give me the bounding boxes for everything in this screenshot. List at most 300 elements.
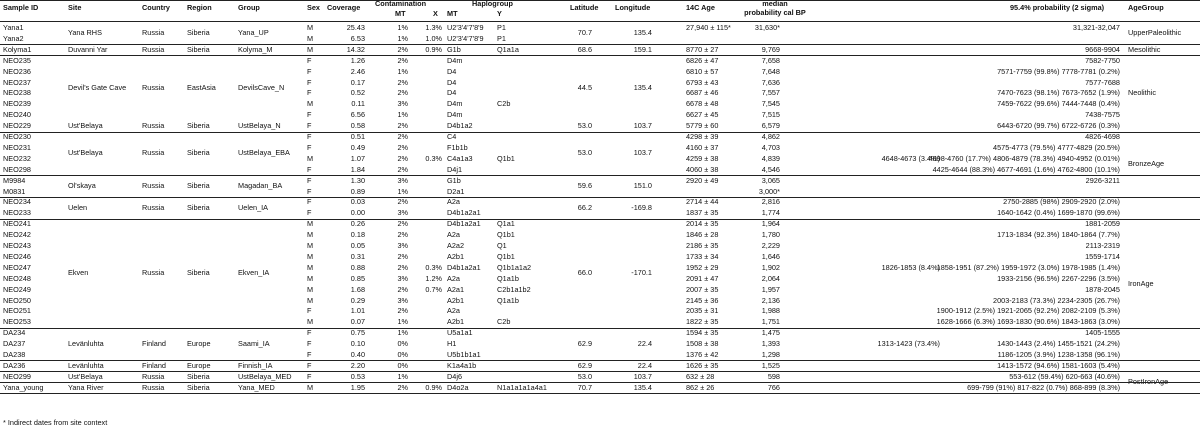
- coverage-cell: 0.10: [350, 339, 365, 349]
- prob-range-cell: 1628-1666 (6.3%) 1693-1830 (90.6%) 1843-1863 (3.0%): [936, 317, 1120, 327]
- contamination-mt-cell: 3%: [397, 241, 408, 250]
- country-cell: Russia: [142, 382, 165, 392]
- sample-id-cell: NEO248: [3, 273, 31, 283]
- 14c-age-cell: 1822 ± 35: [686, 317, 719, 327]
- table-row: [0, 219, 1200, 229]
- coverage-cell: 6.53: [350, 33, 365, 43]
- agegroup-cell: UpperPaleolithic: [1128, 28, 1182, 38]
- haplogroup-mt-cell: K1a4a1b: [447, 360, 477, 370]
- sample-id-cell: NEO251: [3, 306, 31, 316]
- sex-cell: M: [307, 33, 314, 43]
- coverage-cell: 0.11: [351, 99, 365, 109]
- prob-range-cell: 7571-7759 (99.8%) 7778-7781 (0.2%): [997, 66, 1120, 76]
- header-country: Country: [142, 3, 170, 12]
- contamination-mt-cell: 2%: [397, 132, 408, 141]
- 14c-age-cell: 1952 ± 29: [686, 262, 719, 272]
- sample-id-cell: NEO237: [3, 77, 31, 87]
- group-block: [0, 148, 1200, 158]
- prob-range-cell: 1900-1912 (2.5%) 1921-2065 (92.2%) 2082-2109 (5.3%): [936, 306, 1120, 316]
- prob-range-cell: 2113-2319: [1085, 241, 1120, 250]
- median-cell: 1,964: [761, 219, 780, 229]
- top-rule: [0, 0, 1200, 1]
- prob-range-cell: 1413-1572 (94.6%) 1581-1603 (5.4%): [997, 360, 1120, 370]
- haplogroup-mt-cell: D4m: [447, 110, 463, 120]
- haplogroup-mt-cell: A2a1: [447, 284, 465, 294]
- sex-cell: F: [307, 66, 312, 76]
- 14c-age-cell: 4298 ± 39: [686, 132, 719, 141]
- median-cell: 7,545: [761, 99, 780, 109]
- table-row: [0, 252, 1200, 262]
- sample-id-cell: NEO240: [3, 110, 31, 120]
- median-cell: 2,816: [761, 197, 780, 207]
- table-row: [0, 296, 1200, 306]
- contamination-mt-cell: 2%: [397, 262, 408, 272]
- group-block: [0, 383, 1200, 393]
- sex-cell: M: [307, 23, 314, 32]
- haplogroup-mt-cell: C4a1a3: [447, 153, 473, 163]
- sample-id-cell: NEO232: [3, 153, 31, 163]
- table-header: [0, 0, 1200, 23]
- sex-cell: F: [307, 77, 312, 87]
- contamination-mt-cell: 3%: [397, 99, 408, 109]
- group-block: [0, 339, 1200, 349]
- sex-cell: F: [307, 175, 312, 185]
- country-cell: Russia: [142, 82, 165, 92]
- longitude-cell: 135.4: [633, 382, 652, 392]
- contamination-mt-cell: 1%: [397, 23, 408, 32]
- median-cell: 1,298: [761, 350, 780, 359]
- 14c-age-cell: 2035 ± 31: [686, 306, 719, 316]
- contamination-x-cell: 1.3%: [425, 23, 442, 32]
- 14c-age-cell: 6678 ± 48: [686, 99, 719, 109]
- haplogroup-mt-cell: U2'3'4'7'8'9: [447, 33, 484, 43]
- table-row: [0, 56, 1200, 66]
- group-cell: Yana_MED: [238, 382, 275, 392]
- prob-left-cell: 4648-4673 (3.4%): [881, 153, 940, 163]
- site-cell: Levänluhta: [68, 360, 104, 370]
- latitude-cell: 53.0: [577, 371, 592, 381]
- group-separator: [0, 360, 1200, 361]
- group-block: [0, 372, 1200, 382]
- haplogroup-mt-cell: D4b1a2a1: [447, 208, 481, 218]
- contamination-mt-cell: 2%: [397, 284, 408, 294]
- group-cell: UstBelaya_MED: [238, 371, 292, 381]
- haplogroup-mt-cell: A2b1: [447, 295, 465, 305]
- group-separator: [0, 219, 1200, 220]
- longitude-cell: 151.0: [633, 181, 652, 191]
- contamination-mt-cell: 2%: [397, 153, 408, 163]
- site-cell: Uelen: [68, 202, 88, 212]
- region-cell: Siberia: [187, 268, 210, 278]
- prob-range-cell: 7459-7622 (99.6%) 7444-7448 (0.4%): [997, 99, 1120, 109]
- 14c-age-cell: 27,940 ± 115*: [686, 23, 731, 32]
- region-cell: Siberia: [187, 28, 210, 38]
- sample-id-cell: NEO238: [3, 88, 31, 98]
- table-row: [0, 241, 1200, 251]
- contamination-mt-cell: 1%: [397, 66, 408, 76]
- sample-id-cell: M0831: [3, 186, 26, 196]
- region-cell: Siberia: [187, 371, 210, 381]
- region-cell: Europe: [187, 339, 211, 349]
- 14c-age-cell: 1846 ± 28: [686, 230, 719, 240]
- footnote: * Indirect dates from site context: [3, 418, 108, 427]
- coverage-cell: 25.43: [346, 23, 365, 32]
- haplogroup-y-cell: Q1a1b: [497, 273, 519, 283]
- median-cell: 598: [767, 371, 780, 381]
- 14c-age-cell: 2186 ± 35: [686, 241, 719, 250]
- median-cell: 1,902: [761, 262, 780, 272]
- 14c-age-cell: 862 ± 26: [686, 382, 715, 392]
- contamination-mt-cell: 2%: [397, 219, 408, 229]
- header-median-prob: probability cal BP: [744, 8, 806, 17]
- prob-left-cell: 1826-1853 (8.4%): [881, 262, 940, 272]
- agegroup-cell: Mesolithic: [1128, 44, 1161, 54]
- sample-id-cell: Kolyma1: [3, 44, 32, 54]
- coverage-cell: 1.68: [350, 284, 365, 294]
- contamination-x-cell: 0.3%: [425, 262, 442, 272]
- contamination-mt-cell: 2%: [397, 164, 408, 174]
- header-95-prob: 95.4% probability (2 sigma): [1010, 3, 1105, 12]
- 14c-age-cell: 8770 ± 27: [686, 44, 719, 54]
- sex-cell: F: [307, 142, 312, 152]
- site-cell: Ust'Belaya: [68, 121, 103, 131]
- median-cell: 9,769: [761, 44, 780, 54]
- median-cell: 7,658: [761, 55, 780, 65]
- country-cell: Finland: [142, 339, 166, 349]
- header-site: Site: [68, 3, 82, 12]
- region-cell: Siberia: [187, 148, 210, 158]
- sex-cell: F: [307, 360, 312, 370]
- country-cell: Russia: [142, 268, 165, 278]
- prob-range-cell: 2003-2183 (73.3%) 2234-2305 (26.7%): [993, 295, 1120, 305]
- haplogroup-mt-cell: C4: [447, 132, 457, 141]
- longitude-cell: 135.4: [633, 82, 652, 92]
- contamination-x-cell: 0.3%: [425, 153, 442, 163]
- prob-left-cell: 1313-1423 (73.4%): [877, 339, 940, 349]
- header-latitude: Latitude: [570, 3, 599, 12]
- group-block: [0, 203, 1200, 213]
- sex-cell: M: [307, 219, 314, 229]
- median-cell: 1,525: [761, 360, 780, 370]
- sex-cell: F: [307, 186, 312, 196]
- group-separator: [0, 44, 1200, 45]
- median-cell: 766: [767, 382, 780, 392]
- sex-cell: F: [307, 306, 312, 316]
- haplogroup-mt-cell: U2'3'4'7'8'9: [447, 23, 484, 32]
- sample-id-cell: M9984: [3, 175, 26, 185]
- coverage-cell: 0.52: [350, 88, 365, 98]
- median-cell: 1,780: [761, 230, 780, 240]
- sample-id-cell: NEO236: [3, 66, 31, 76]
- sex-cell: F: [307, 328, 312, 338]
- group-separator: [0, 132, 1200, 133]
- coverage-cell: 0.58: [350, 121, 365, 131]
- group-cell: DevilsCave_N: [238, 82, 285, 92]
- prob-range-cell: 7470-7623 (98.1%) 7673-7652 (1.9%): [997, 88, 1120, 98]
- contamination-mt-cell: 2%: [397, 382, 408, 392]
- coverage-cell: 1.84: [350, 164, 365, 174]
- sex-cell: M: [307, 99, 314, 109]
- coverage-cell: 0.88: [350, 262, 365, 272]
- haplogroup-y-cell: N1a1a1a1a4a1: [497, 382, 547, 392]
- country-cell: Russia: [142, 202, 165, 212]
- contamination-mt-cell: 1%: [397, 110, 408, 120]
- 14c-age-cell: 1594 ± 35: [686, 328, 719, 338]
- longitude-cell: 103.7: [633, 121, 652, 131]
- prob-range-cell: 4575-4773 (79.5%) 4777-4829 (20.5%): [993, 142, 1120, 152]
- group-separator: [0, 393, 1200, 394]
- sex-cell: M: [307, 241, 314, 250]
- sex-cell: F: [307, 132, 312, 141]
- contamination-mt-cell: 1%: [397, 186, 408, 196]
- contamination-x-cell: 1.0%: [425, 33, 442, 43]
- site-cell: Ekven: [68, 268, 89, 278]
- group-cell: Kolyma_M: [238, 44, 273, 54]
- header-rule: [0, 21, 1200, 22]
- region-cell: Siberia: [187, 202, 210, 212]
- sample-id-cell: NEO253: [3, 317, 31, 327]
- sample-id-cell: NEO231: [3, 142, 31, 152]
- 14c-age-cell: 4160 ± 37: [686, 142, 719, 152]
- haplogroup-mt-cell: D4m: [447, 55, 463, 65]
- region-cell: Siberia: [187, 382, 210, 392]
- longitude-cell: -169.8: [631, 202, 652, 212]
- sample-id-cell: NEO243: [3, 241, 31, 250]
- contamination-mt-cell: 3%: [397, 175, 408, 185]
- haplogroup-mt-cell: D4: [447, 77, 457, 87]
- header-region: Region: [187, 3, 212, 12]
- group-cell: Saami_IA: [238, 339, 270, 349]
- median-cell: 1,988: [761, 306, 780, 316]
- haplogroup-mt-cell: A2a: [447, 197, 460, 207]
- sex-cell: F: [307, 55, 312, 65]
- table-row: [0, 350, 1200, 360]
- region-cell: Europe: [187, 360, 211, 370]
- median-cell: 7,648: [761, 66, 780, 76]
- haplogroup-y-cell: C2b: [497, 99, 511, 109]
- sex-cell: M: [307, 230, 314, 240]
- haplogroup-mt-cell: D4j6: [447, 371, 463, 381]
- 14c-age-cell: 1626 ± 35: [686, 360, 719, 370]
- 14c-age-cell: 2920 ± 49: [686, 175, 719, 185]
- median-cell: 1,393: [761, 339, 780, 349]
- 14c-age-cell: 632 ± 28: [686, 371, 715, 381]
- median-cell: 1,646: [761, 251, 780, 261]
- site-cell: Ol'skaya: [68, 181, 96, 191]
- contamination-mt-cell: 2%: [397, 142, 408, 152]
- table-row: [0, 285, 1200, 295]
- haplogroup-y-cell: Q1a1: [497, 219, 515, 229]
- sex-cell: M: [307, 153, 314, 163]
- table-row: [0, 328, 1200, 338]
- country-cell: Russia: [142, 371, 165, 381]
- header-sex: Sex: [307, 3, 320, 12]
- contamination-mt-cell: 2%: [397, 55, 408, 65]
- haplogroup-mt-cell: U5a1a1: [447, 328, 473, 338]
- median-cell: 31,630*: [754, 23, 780, 32]
- contamination-mt-cell: 2%: [397, 44, 408, 54]
- coverage-cell: 0.85: [350, 273, 365, 283]
- haplogroup-mt-cell: D4o2a: [447, 382, 469, 392]
- sex-cell: F: [307, 197, 312, 207]
- sample-id-cell: NEO242: [3, 230, 31, 240]
- table-row: [0, 165, 1200, 175]
- sex-cell: F: [307, 208, 312, 218]
- region-cell: Siberia: [187, 44, 210, 54]
- haplogroup-mt-cell: A2a: [447, 273, 460, 283]
- median-cell: 7,515: [761, 110, 780, 120]
- haplogroup-mt-cell: A2b1: [447, 251, 465, 261]
- group-separator: [0, 55, 1200, 56]
- longitude-cell: 135.4: [633, 28, 652, 38]
- coverage-cell: 2.46: [350, 66, 365, 76]
- sample-id-cell: NEO235: [3, 55, 31, 65]
- longitude-cell: 103.7: [633, 371, 652, 381]
- coverage-cell: 1.07: [350, 153, 365, 163]
- haplogroup-y-cell: C2b: [497, 317, 511, 327]
- country-cell: Russia: [142, 181, 165, 191]
- contamination-mt-cell: 1%: [397, 328, 408, 338]
- haplogroup-mt-cell: D4m: [447, 99, 463, 109]
- contamination-mt-cell: 2%: [397, 197, 408, 207]
- country-cell: Russia: [142, 44, 165, 54]
- latitude-cell: 44.5: [577, 82, 592, 92]
- longitude-cell: 103.7: [633, 148, 652, 158]
- median-cell: 4,839: [761, 153, 780, 163]
- median-cell: 1,774: [761, 208, 780, 218]
- contamination-mt-cell: 3%: [397, 208, 408, 218]
- 14c-age-cell: 1376 ± 42: [686, 350, 719, 359]
- contamination-mt-cell: 1%: [397, 371, 408, 381]
- sex-cell: F: [307, 339, 312, 349]
- sample-id-cell: DA236: [3, 360, 26, 370]
- site-cell: Duvanni Yar: [68, 44, 108, 54]
- prob-range-cell: 7582-7750: [1085, 55, 1120, 65]
- header-sample-id: Sample ID: [3, 3, 39, 12]
- sample-id-cell: Yana2: [3, 33, 24, 43]
- table-row: [0, 317, 1200, 327]
- haplogroup-mt-cell: H1: [447, 339, 457, 349]
- median-cell: 4,546: [761, 164, 780, 174]
- coverage-cell: 0.89: [350, 186, 365, 196]
- 14c-age-cell: 1837 ± 35: [686, 208, 719, 218]
- group-cell: Yana_UP: [238, 28, 269, 38]
- prob-range-cell: 1405-1555: [1085, 328, 1120, 338]
- contamination-mt-cell: 0%: [397, 339, 408, 349]
- prob-range-cell: 31,321-32,047: [1072, 23, 1120, 32]
- sex-cell: M: [307, 262, 314, 272]
- prob-range-cell: 1640-1642 (0.4%) 1699-1870 (99.6%): [997, 208, 1120, 218]
- coverage-cell: 0.00: [350, 208, 365, 218]
- sex-cell: M: [307, 382, 314, 392]
- table-row: [0, 306, 1200, 316]
- site-cell: Yana RHS: [68, 28, 102, 38]
- coverage-cell: 2.20: [350, 360, 365, 370]
- sex-cell: F: [307, 371, 312, 381]
- table-row: [0, 110, 1200, 120]
- 14c-age-cell: 6826 ± 47: [686, 55, 719, 65]
- prob-range-cell: 2926-3211: [1085, 175, 1120, 185]
- longitude-cell: 159.1: [633, 44, 652, 54]
- sex-cell: F: [307, 110, 312, 120]
- site-cell: Yana River: [68, 382, 104, 392]
- 14c-age-cell: 4060 ± 38: [686, 164, 719, 174]
- table-row: [0, 132, 1200, 142]
- haplogroup-mt-cell: D4: [447, 88, 457, 98]
- header-contamination: Contamination: [375, 0, 427, 8]
- header-haplogroup: Haplogroup: [472, 0, 513, 8]
- contamination-mt-cell: 3%: [397, 273, 408, 283]
- 14c-age-cell: 4259 ± 38: [686, 153, 719, 163]
- haplogroup-mt-cell: D4b1a2a1: [447, 219, 481, 229]
- header-14c-age: 14C Age: [686, 3, 715, 12]
- prob-range-cell: 1430-1443 (2.4%) 1455-1521 (24.2%): [997, 339, 1120, 349]
- longitude-cell: 22.4: [637, 360, 652, 370]
- median-cell: 6,579: [761, 121, 780, 131]
- haplogroup-mt-cell: D4b1a2: [447, 121, 473, 131]
- contamination-mt-cell: 2%: [397, 88, 408, 98]
- 14c-age-cell: 2145 ± 36: [686, 295, 719, 305]
- region-cell: Siberia: [187, 121, 210, 131]
- median-cell: 4,703: [761, 142, 780, 152]
- group-separator: [0, 197, 1200, 198]
- 14c-age-cell: 6687 ± 46: [686, 88, 719, 98]
- latitude-cell: 70.7: [577, 28, 592, 38]
- contamination-x-cell: 0.7%: [425, 284, 442, 294]
- header-agegroup: AgeGroup: [1128, 3, 1164, 12]
- sex-cell: F: [307, 350, 312, 359]
- group-block: [0, 45, 1200, 55]
- coverage-cell: 0.75: [350, 328, 365, 338]
- header-contamination-mt: MT: [395, 9, 406, 18]
- group-block: [0, 28, 1200, 38]
- haplogroup-y-cell: Q1b1: [497, 251, 515, 261]
- prob-range-cell: 6443-6720 (99.7%) 6722-6726 (0.3%): [997, 121, 1120, 131]
- haplogroup-mt-cell: G1b: [447, 175, 461, 185]
- coverage-cell: 6.56: [350, 110, 365, 120]
- 14c-age-cell: 2091 ± 47: [686, 273, 719, 283]
- prob-range-cell: 4425-4644 (88.3%) 4677-4691 (1.6%) 4762-4800 (10.1%): [932, 164, 1120, 174]
- 14c-age-cell: 2007 ± 35: [686, 284, 719, 294]
- agegroup-cell: BronzeAge: [1128, 159, 1165, 169]
- haplogroup-mt-cell: D4b1a2a1: [447, 262, 481, 272]
- header-haplogroup-y: Y: [497, 9, 502, 18]
- haplogroup-mt-cell: A2a: [447, 230, 460, 240]
- coverage-cell: 1.30: [350, 175, 365, 185]
- sample-id-cell: NEO234: [3, 197, 31, 207]
- group-separator: [0, 175, 1200, 176]
- sample-id-cell: NEO246: [3, 251, 31, 261]
- group-cell: UstBelaya_N: [238, 121, 281, 131]
- sex-cell: M: [307, 284, 314, 294]
- agegroup-cell: IronAge: [1128, 279, 1154, 289]
- haplogroup-mt-cell: D4: [447, 66, 457, 76]
- latitude-cell: 62.9: [577, 360, 592, 370]
- group-block: [0, 83, 1200, 93]
- site-cell: Ust'Belaya: [68, 371, 103, 381]
- region-cell: EastAsia: [187, 82, 216, 92]
- group-block: [0, 121, 1200, 131]
- prob-range-cell: 2750-2885 (98%) 2909-2920 (2.0%): [1003, 197, 1120, 207]
- prob-range-cell: 1713-1834 (92.3%) 1840-1864 (7.7%): [997, 230, 1120, 240]
- latitude-cell: 70.7: [577, 382, 592, 392]
- coverage-cell: 0.51: [350, 132, 365, 141]
- haplogroup-y-cell: Q1a1b: [497, 295, 519, 305]
- haplogroup-y-cell: Q1b1a1a2: [497, 262, 532, 272]
- country-cell: Russia: [142, 148, 165, 158]
- coverage-cell: 0.03: [350, 197, 365, 207]
- sample-id-cell: NEO241: [3, 219, 31, 229]
